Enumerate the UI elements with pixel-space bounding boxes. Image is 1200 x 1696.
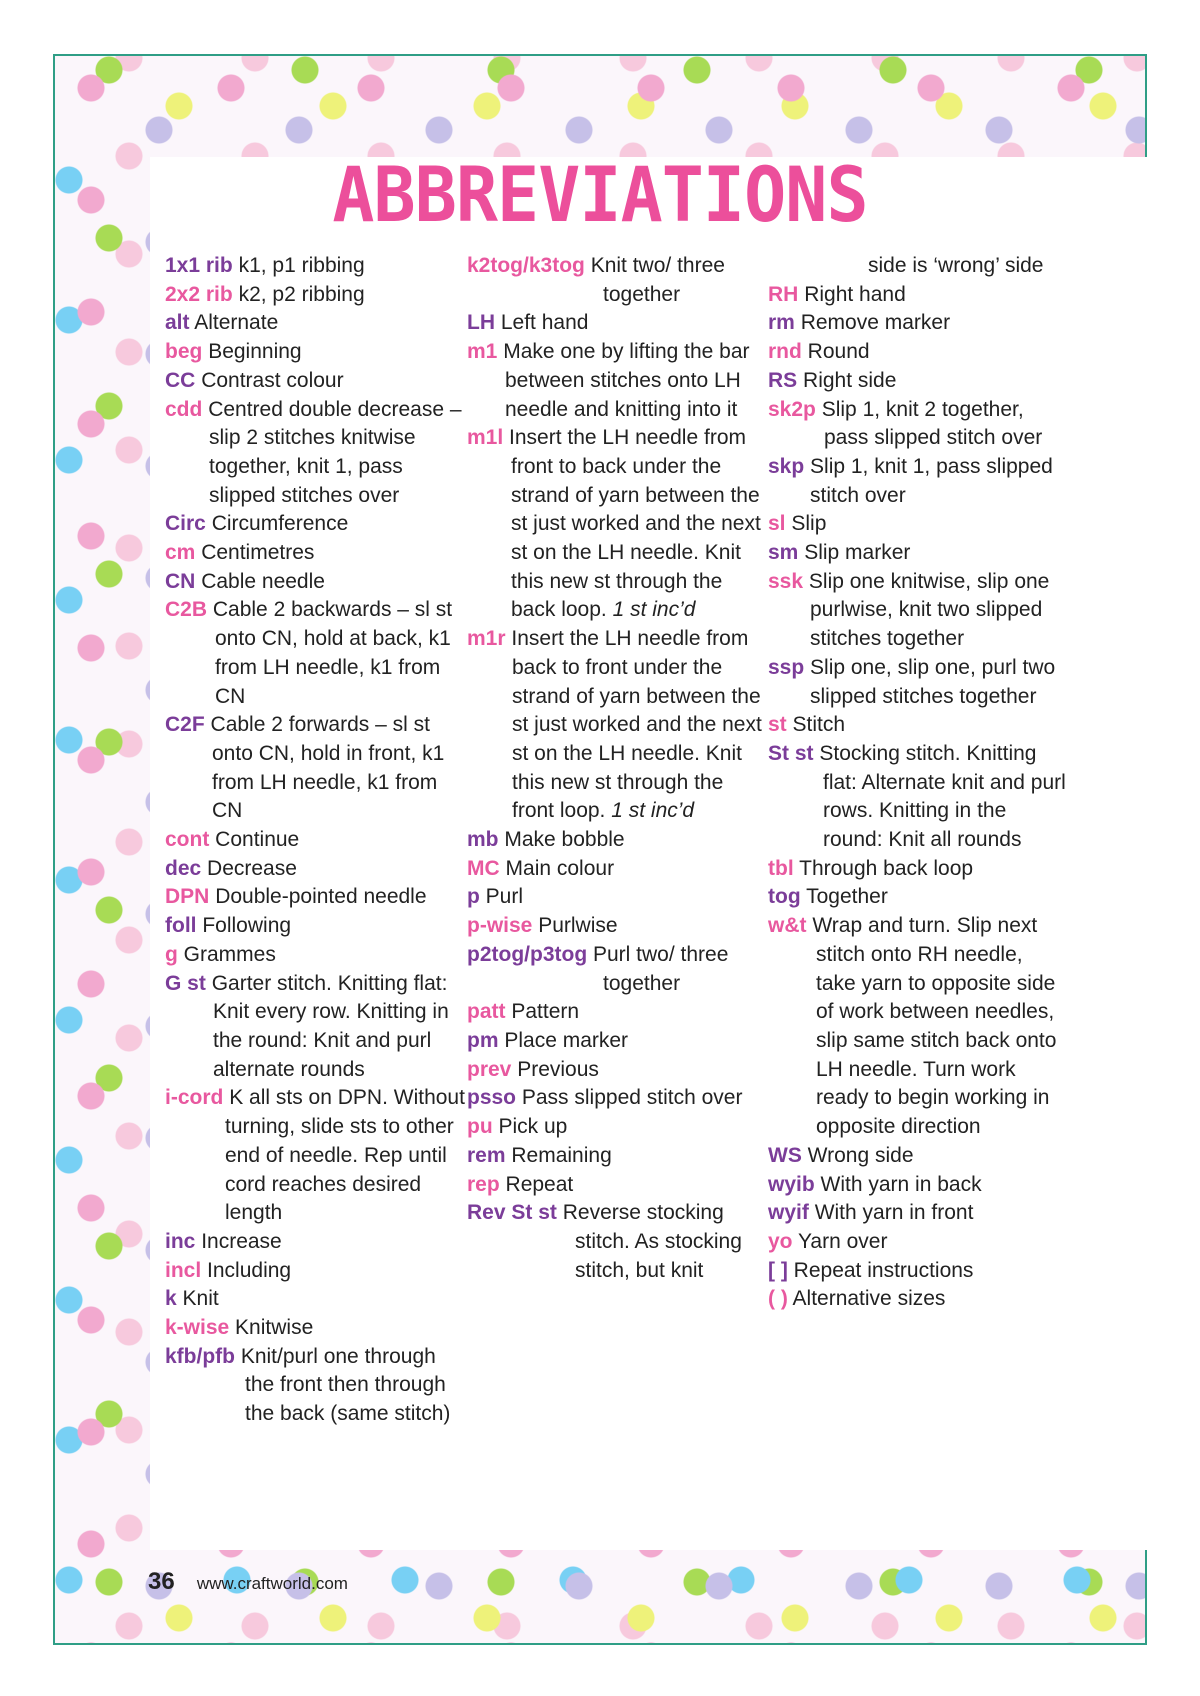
abbreviation-entry [768,539,1068,568]
abbreviation-definition: Cable 2 backwards – sl st onto CN, hold at back, k1 from LH needle, k1 from CN [212,598,453,708]
abbreviation-term: kfb/pfb [165,1344,235,1368]
abbreviation-definition: Following [202,914,292,938]
abbreviation-definition: Stitch [792,713,846,737]
abbreviation-term: tbl [768,856,794,880]
abbreviation-entry [768,1257,1068,1286]
abbreviation-definition: k2, p2 ribbing [238,282,365,306]
abbreviation-term: cont [165,828,210,852]
abbreviation-entry [165,970,465,1085]
abbreviation-entry [467,826,767,855]
abbreviation-entry [467,625,767,826]
abbreviation-entry [768,1199,1068,1228]
abbreviation-entry [768,654,1068,711]
abbreviation-entry [165,826,465,855]
abbreviation-definition: Right hand [804,282,906,306]
abbreviation-entry [165,596,465,711]
abbreviation-definition: Grammes [183,942,276,966]
abbreviation-term: Rev St st [467,1201,557,1225]
abbreviation-definition: Centred double decrease – slip 2 stitches knitwise together, knit 1, pass slipped stitches over [208,397,462,507]
abbreviations-column-2 [467,252,767,1285]
abbreviation-definition: Alternative sizes [792,1287,946,1311]
abbreviation-definition: Cable needle [201,569,325,593]
abbreviation-entry [467,912,767,941]
page-title: ABBREVIATIONS [332,150,868,239]
abbreviation-term: cm [165,541,196,565]
abbreviation-term: beg [165,340,203,364]
abbreviation-entry [165,883,465,912]
abbreviation-term: incl [165,1258,202,1282]
abbreviation-definition: Insert the LH needle from back to front under the strand of yarn between the st just worked and the next st on the LH needle. Knit this new st through the front loop. [511,627,762,823]
abbreviation-term: rnd [768,340,802,364]
abbreviation-term: rem [467,1143,506,1167]
abbreviation-term: sl [768,512,786,536]
abbreviation-term: St st [768,741,814,765]
abbreviation-definition: k1, p1 ribbing [238,254,365,277]
abbreviation-term: foll [165,914,197,938]
abbreviation-definition: Continue [215,828,300,852]
page-footer [148,1568,348,1596]
abbreviation-entry [165,941,465,970]
abbreviation-definition: Centimetres [201,541,315,565]
abbreviation-entry [165,568,465,597]
abbreviation-entry [768,568,1068,654]
abbreviation-term: w&t [768,914,807,938]
abbreviation-entry [165,912,465,941]
abbreviation-entry [165,309,465,338]
abbreviation-entry [467,1113,767,1142]
abbreviation-term: pu [467,1115,493,1139]
abbreviation-entry [165,1285,465,1314]
abbreviation-definition: Slip one, slip one, purl two slipped stitches together [810,655,1056,708]
abbreviations-column-3 [768,252,1068,1314]
abbreviation-definition: Slip one knitwise, slip one purlwise, knit two slipped stitches together [808,569,1050,651]
abbreviation-definition: Insert the LH needle from front to back under the strand of yarn between the st just worked and the next st on the LH needle. Knit this new st through the back loop. [509,426,761,622]
abbreviation-term: RH [768,282,799,306]
abbreviation-term: DPN [165,885,210,909]
abbreviation-term: g [165,942,178,966]
abbreviation-definition: Slip 1, knit 2 together, pass slipped stitch over [821,397,1043,450]
abbreviation-entry [467,941,767,998]
abbreviation-term: rep [467,1172,500,1196]
abbreviation-term: k [165,1287,177,1311]
abbreviation-definition: Pass slipped stitch over [521,1086,743,1110]
abbreviation-term: wyib [768,1172,815,1196]
abbreviation-term: m1 [467,340,498,364]
abbreviation-entry [165,338,465,367]
abbreviation-term: k2tog/k3tog [467,254,585,277]
abbreviation-term: C2F [165,713,205,737]
abbreviation-term: p-wise [467,914,533,938]
abbreviation-definition: Wrap and turn. Slip next stitch onto RH needle, take yarn to opposite side of work between needles, slip same stitch back onto LH needle. Turn work ready to begin working in opposite direction [812,914,1057,1139]
abbreviation-entry [467,1056,767,1085]
abbreviation-term: sk2p [768,397,816,421]
abbreviation-definition: Left hand [500,311,589,335]
abbreviation-definition: Knit [182,1287,219,1311]
abbreviation-entry [165,539,465,568]
abbreviation-term: 2x2 rib [165,282,233,306]
abbreviation-definition: Alternate [194,311,279,335]
abbreviation-definition: Wrong side [807,1143,914,1167]
abbreviation-definition: Decrease [207,856,297,880]
abbreviation-entry [165,367,465,396]
abbreviation-definition: Contrast colour [201,368,344,392]
abbreviation-definition: Right side [803,368,897,392]
abbreviation-term: ssk [768,569,804,593]
abbreviation-entry [768,740,1068,855]
abbreviation-definition: Remove marker [800,311,951,335]
abbreviation-definition: Knit/purl one through the front then through the back (same stitch) [240,1344,451,1426]
abbreviation-definition: Together [806,885,888,909]
abbreviation-definition: Cable 2 forwards – sl st onto CN, hold in front, k1 from LH needle, k1 from CN [210,713,445,823]
abbreviation-definition: Purlwise [538,914,618,938]
abbreviation-entry [165,510,465,539]
abbreviation-definition: Increase [201,1229,282,1253]
abbreviation-entry [165,855,465,884]
abbreviation-entry [467,883,767,912]
abbreviation-entry [467,424,767,625]
abbreviation-term: skp [768,454,805,478]
abbreviation-definition: Place marker [504,1028,629,1052]
abbreviation-term: wyif [768,1201,809,1225]
abbreviation-definition: Including [207,1258,292,1282]
abbreviation-term: sm [768,541,799,565]
abbreviation-definition: Remaining [511,1143,612,1167]
abbreviation-term: ssp [768,655,805,679]
abbreviation-term: MC [467,856,500,880]
abbreviation-term: 1x1 rib [165,254,233,277]
abbreviation-entry [165,281,465,310]
abbreviation-term: ( ) [768,1287,788,1311]
abbreviation-entry [467,855,767,884]
abbreviation-entry [768,1142,1068,1171]
abbreviation-term: p2tog/p3tog [467,942,588,966]
abbreviation-definition: Garter stitch. Knitting flat: Knit every row. Knitting in the round: Knit and purl alternate rounds [211,971,449,1081]
abbreviation-definition: Pattern [511,1000,580,1024]
abbreviation-term: G st [165,971,206,995]
abbreviation-term: p [467,885,480,909]
abbreviation-term: alt [165,311,190,335]
abbreviation-entry [165,1257,465,1286]
abbreviation-term: LH [467,311,495,335]
abbreviation-entry [768,711,1068,740]
abbreviation-definition: With yarn in back [820,1172,982,1196]
abbreviation-entry [768,1285,1068,1314]
abbreviation-term: k-wise [165,1316,230,1340]
abbreviation-entry [467,998,767,1027]
abbreviation-entry [467,309,767,338]
abbreviation-entry [768,281,1068,310]
abbreviation-definition: Make bobble [504,828,625,852]
abbreviation-entry [165,1228,465,1257]
abbreviation-term: patt [467,1000,506,1024]
abbreviation-definition: With yarn in front [814,1201,974,1225]
abbreviation-term: psso [467,1086,517,1110]
abbreviation-term: m1r [467,627,506,651]
website-url: www.craftworld.com [196,1574,348,1593]
abbreviation-entry [768,883,1068,912]
abbreviation-entry [467,1199,767,1285]
abbreviation-term: mb [467,828,499,852]
abbreviation-term: m1l [467,426,504,450]
abbreviation-entry [467,1142,767,1171]
abbreviation-definition: Knit two/ three together [590,254,725,306]
abbreviation-definition: Knitwise [235,1316,314,1340]
abbreviation-entry [165,711,465,826]
abbreviation-definition: K all sts on DPN. Without turning, slide sts to other end of needle. Rep until cord reaches desired length [225,1086,465,1225]
abbreviation-term: yo [768,1229,793,1253]
abbreviation-definition: Slip [791,512,827,536]
abbreviation-note: 1 st inc’d [605,799,695,823]
abbreviation-entry [768,338,1068,367]
abbreviation-term: inc [165,1229,196,1253]
abbreviation-definition: Main colour [505,856,615,880]
abbreviation-entry [467,252,767,309]
abbreviation-entry [165,1314,465,1343]
abbreviation-definition: Purl [485,885,524,909]
abbreviation-entry [768,912,1068,1142]
abbreviation-entry [165,1343,465,1429]
abbreviation-entry [768,1171,1068,1200]
abbreviation-note: 1 st inc’d [606,598,696,622]
abbreviation-term: C2B [165,598,208,622]
abbreviation-term: dec [165,856,202,880]
abbreviation-definition: Make one by lifting the bar between stitches onto LH needle and knitting into it [503,340,750,421]
abbreviation-definition: Repeat instructions [793,1258,974,1282]
abbreviation-definition: Pick up [498,1115,568,1139]
abbreviation-term: rm [768,311,795,335]
abbreviation-entry [768,1228,1068,1257]
abbreviations-column-1 [165,252,465,1429]
abbreviation-definition: Through back loop [799,856,974,880]
abbreviation-entry [768,855,1068,884]
abbreviation-definition: Stocking stitch. Knitting flat: Alternate knit and purl rows. Knitting in the round: Knit all rounds [819,741,1066,852]
abbreviation-entry [768,510,1068,539]
abbreviation-term: i-cord [165,1086,224,1110]
abbreviation-term: WS [768,1143,802,1167]
abbreviation-definition: Slip marker [804,541,911,565]
abbreviation-entry [467,1171,767,1200]
abbreviation-entry [467,1027,767,1056]
abbreviation-term: pm [467,1028,499,1052]
abbreviation-entry [768,396,1068,453]
abbreviation-definition: Reverse stocking stitch. As stocking stitch, but knit [562,1201,742,1282]
abbreviation-entry [467,338,767,424]
abbreviation-term: CC [165,368,196,392]
abbreviation-entry [165,252,465,281]
abbreviation-entry [768,367,1068,396]
abbreviation-term: st [768,713,787,737]
abbreviation-term: Circ [165,512,206,536]
abbreviation-entry [165,1084,465,1228]
continued-definition: side is ‘wrong’ side [868,254,1044,277]
abbreviation-definition: Beginning [208,340,302,364]
abbreviation-term: tog [768,885,801,909]
abbreviation-term: CN [165,569,196,593]
abbreviation-term: [ ] [768,1258,788,1282]
abbreviation-definition: Round [807,340,870,364]
abbreviation-definition: Previous [517,1057,599,1081]
abbreviation-entry [768,309,1068,338]
abbreviation-term: cdd [165,397,203,421]
abbreviation-definition: Slip 1, knit 1, pass slipped stitch over [810,454,1053,507]
abbreviation-entry [165,396,465,511]
abbreviation-entry [768,453,1068,510]
abbreviation-term: prev [467,1057,512,1081]
abbreviation-definition: Repeat [505,1172,574,1196]
abbreviation-definition: Double-pointed needle [215,885,427,909]
abbreviation-definition: Circumference [211,512,349,536]
abbreviation-definition: Yarn over [797,1229,888,1253]
page-number: 36 [148,1568,175,1595]
abbreviation-definition: Purl two/ three together [593,942,729,995]
abbreviation-term: RS [768,368,798,392]
abbreviation-entry [467,1084,767,1113]
